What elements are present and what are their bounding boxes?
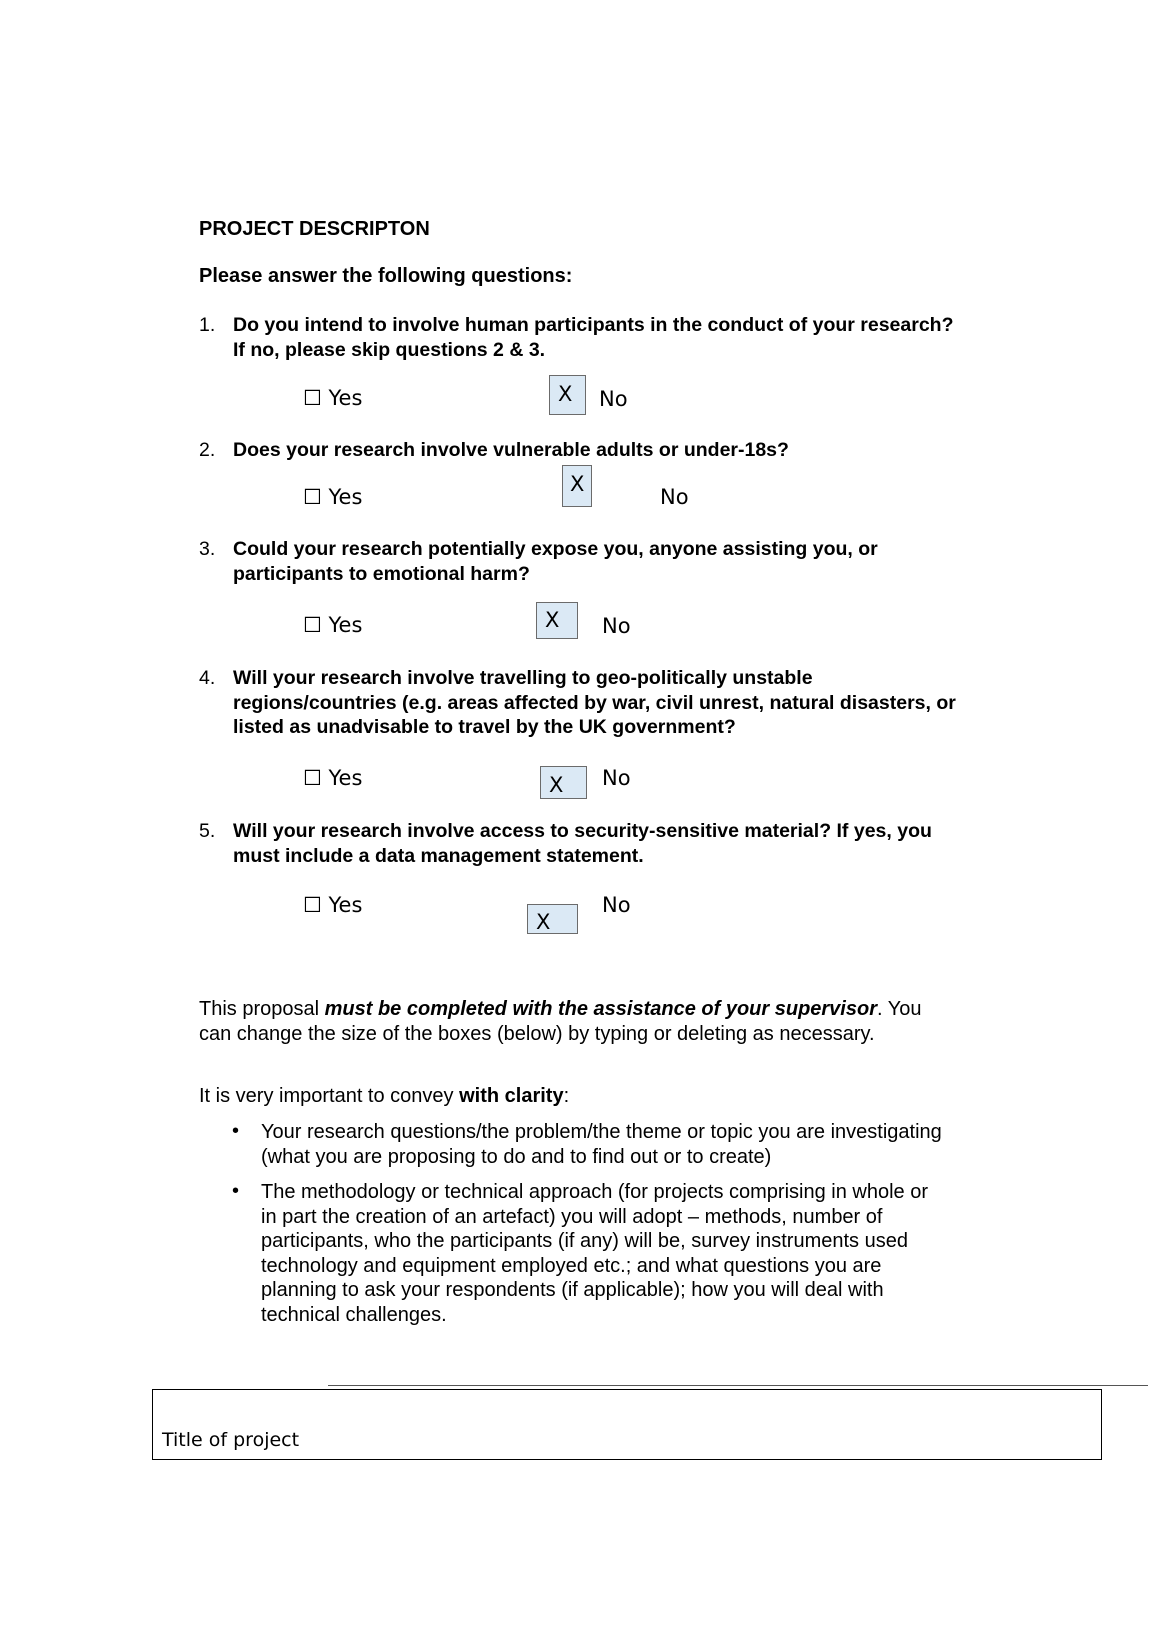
yes-checkbox[interactable]: ☐ Yes	[303, 766, 363, 790]
list-item: Your research questions/the problem/the theme or topic you are investigating (what you are proposing to do and to find out or to create)	[261, 1121, 942, 1168]
question-number: 2.	[199, 439, 216, 461]
question-text	[233, 537, 878, 586]
no-label: No	[602, 614, 631, 638]
question-line: Will your research involve access to security-sensitive material? If yes, you	[233, 820, 932, 842]
yes-checkbox[interactable]: ☐ Yes	[303, 386, 363, 410]
question-text	[233, 438, 789, 463]
instruction-text: Please answer the following questions:	[199, 265, 573, 287]
no-label: No	[660, 485, 689, 509]
bullet-icon: •	[232, 1120, 240, 1142]
emphasis-text: must be completed with the assistance of your supervisor	[324, 998, 877, 1020]
question-number: 3.	[199, 538, 216, 560]
title-field[interactable]	[152, 1389, 1102, 1460]
question-number: 1.	[199, 314, 216, 336]
bullet-icon: •	[232, 1180, 240, 1202]
question-number: 5.	[199, 820, 216, 842]
no-label: No	[599, 387, 628, 411]
question-text	[233, 666, 956, 740]
question-line: listed as unadvisable to travel by the UK government?	[233, 716, 736, 738]
question-line: Does your research involve vulnerable adults or under-18s?	[233, 439, 789, 461]
no-label: No	[602, 893, 631, 917]
page-title: PROJECT DESCRIPTON	[199, 218, 430, 240]
list-item: The methodology or technical approach (for projects comprising in whole or in part the creation of an artefact) you will adopt – methods, number of participants, who the participants (if any) will be, survey instruments used technology and equipment employed etc.; and what questions you are planning to ask your respondents (if applicable); how you will deal with technical challenges.	[261, 1181, 929, 1326]
yes-checkbox[interactable]: ☐ Yes	[303, 893, 363, 917]
question-line: regions/countries (e.g. areas affected by war, civil unrest, natural disasters, or	[233, 691, 956, 714]
no-checkbox-marked[interactable]: X	[562, 465, 592, 507]
no-checkbox-marked[interactable]: X	[536, 602, 578, 639]
question-line: Could your research potentially expose you, anyone assisting you, or	[233, 538, 878, 560]
yes-checkbox[interactable]: ☐ Yes	[303, 485, 363, 509]
title-field-label: Title of project	[162, 1429, 300, 1451]
question-text	[233, 819, 932, 868]
question-line: If no, please skip questions 2 & 3.	[233, 338, 546, 361]
question-text	[233, 313, 954, 362]
question-line: participants to emotional harm?	[233, 562, 530, 585]
question-line: must include a data management statement.	[233, 844, 644, 867]
no-label: No	[602, 766, 631, 790]
proposal-paragraph: This proposal must be completed with the assistance of your supervisor. You can change the size of the boxes (below) by typing or deleting as necessary.	[199, 998, 922, 1045]
divider-line	[328, 1385, 1148, 1386]
clarity-line: It is very important to convey with clarity:	[199, 1085, 570, 1107]
no-checkbox-marked[interactable]: X	[549, 375, 586, 415]
yes-checkbox[interactable]: ☐ Yes	[303, 613, 363, 637]
question-number: 4.	[199, 667, 216, 689]
question-line: Do you intend to involve human participants in the conduct of your research?	[233, 314, 954, 336]
no-checkbox-marked[interactable]: X	[540, 766, 587, 799]
no-checkbox-marked[interactable]: X	[527, 904, 578, 934]
question-line: Will your research involve travelling to geo-politically unstable	[233, 667, 813, 689]
